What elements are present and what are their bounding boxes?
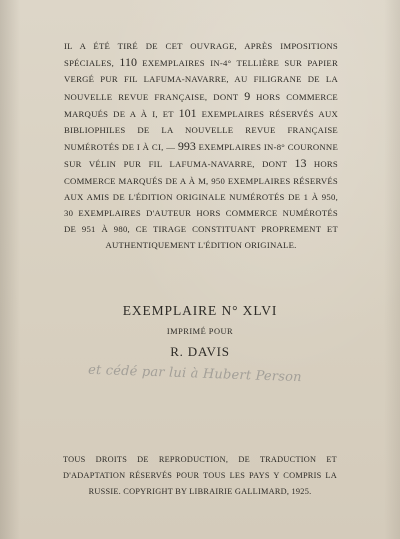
justification-text-5: EXEMPLAIRES IN-8° COURONNE SUR VÉLIN PUR FIL LAFUMA-NAVARRE, DONT — [64, 142, 339, 170]
copy-number: EXEMPLAIRE N° XLVI — [122, 303, 278, 318]
justification-text-6: HORS COMMERCE MARQUÉS DE A À M, 950 EXEMPLAIRES RÉSERVÉS AUX AMIS DE L'ÉDITION ORIGINALE NUMÉROTÉS DE 1 À 950, 30 EXEMPLAIRES D'AUTEUR HORS COMMERCE NUMÉROTÉS DE 951 À 980, CE TIRAGE CONSTITUANT PROPREMENT ET AUTHENTIQUEMENT L'ÉDITION ORIGINALE. — [64, 159, 338, 251]
pencil-inscription: et cédé par lui à Hubert Person — [87, 362, 302, 386]
justification-number-101: 101 — [178, 105, 197, 120]
page-right-shadow — [384, 0, 400, 539]
owner-name: R. DAVIS — [170, 344, 230, 359]
justification-number-9: 9 — [244, 88, 251, 103]
justification-text-1: IL A ÉTÉ TIRÉ DE CET OUVRAGE, APRÈS IMPOSITIONS SPÉCIALES, — [64, 41, 338, 69]
justification-number-110: 110 — [119, 55, 137, 70]
justification-du-tirage — [64, 38, 338, 254]
justification-text-2: EXEMPLAIRES IN-4° TELLIÈRE SUR PAPIER VERGÉ PUR FIL LAFUMA-NAVARRE, AU FILIGRANE DE LA NOUVELLE REVUE FRANÇAISE, DONT — [64, 58, 338, 102]
page-left-shadow — [0, 0, 20, 539]
justification-number-13: 13 — [294, 156, 307, 171]
justification-text-4: EXEMPLAIRES RÉSERVÉS AUX BIBLIOPHILES DE LA NOUVELLE REVUE FRANÇAISE NUMÉROTÉS DE I À CI, — — [64, 108, 338, 153]
printed-for-label: IMPRIMÉ POUR — [166, 327, 234, 336]
justification-text-3: HORS COMMERCE MARQUÉS DE A À I, ET — [64, 91, 338, 119]
rights-notice: TOUS DROITS DE REPRODUCTION, DE TRADUCTION ET D'ADAPTATION RÉSERVÉS POUR TOUS LES PAYS Y COMPRIS LA RUSSIE. COPYRIGHT BY LIBRAIRIE GALLIMARD, 1925. — [63, 455, 337, 496]
justification-number-993: 993 — [177, 139, 196, 154]
